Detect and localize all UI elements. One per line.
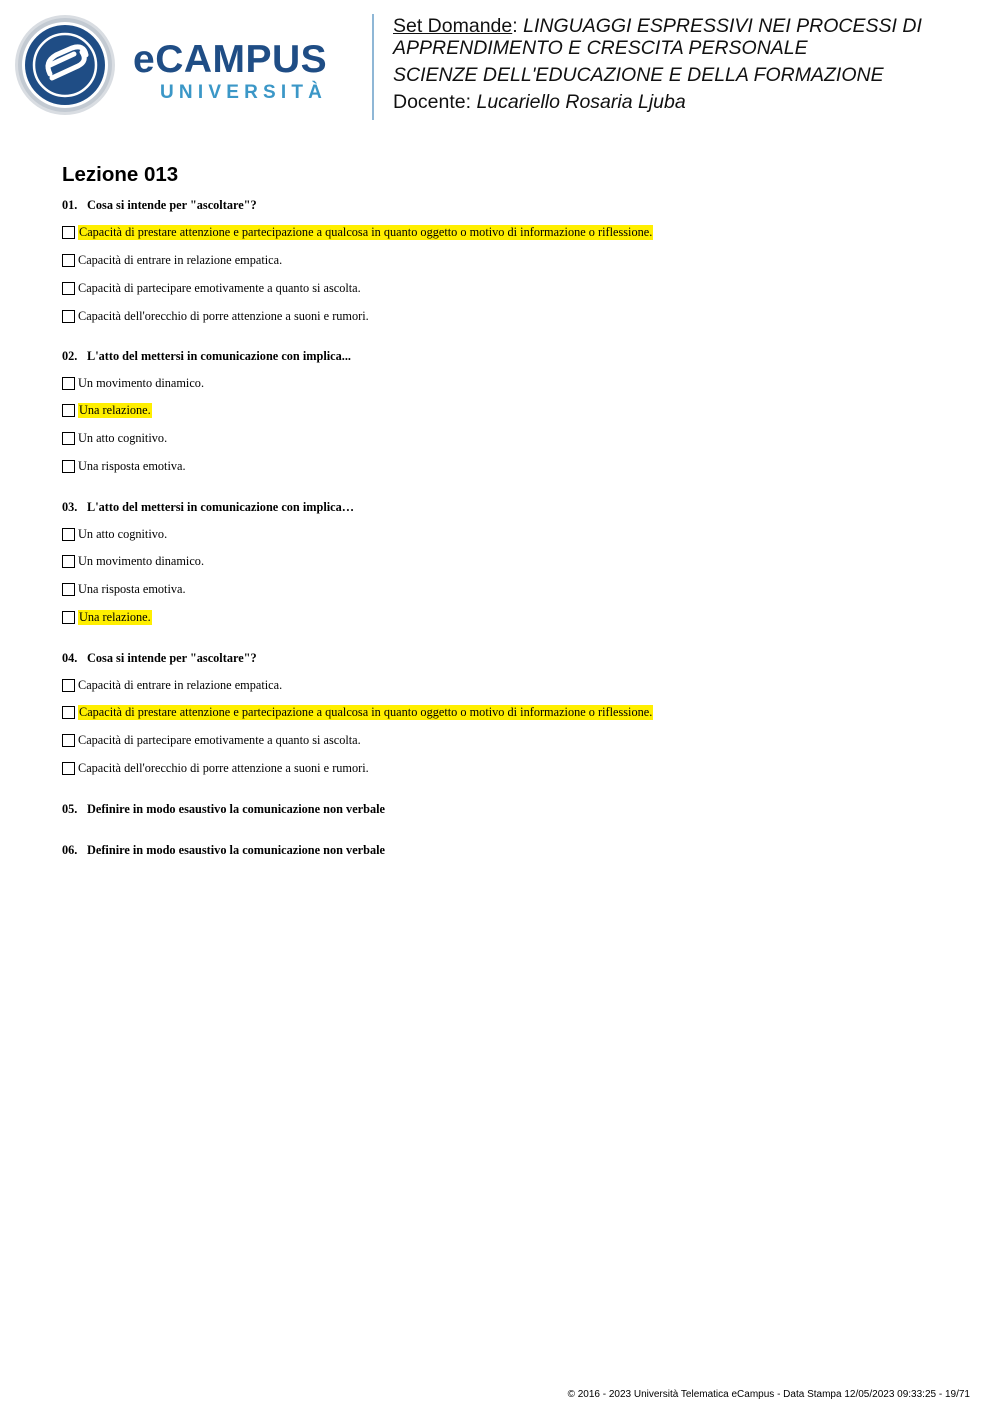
- option-text: Capacità di prestare attenzione e partecipazione a qualcosa in quanto oggetto o motivo di informazione o riflessione.: [79, 704, 653, 719]
- faculty-name: SCIENZE DELL'EDUCAZIONE E DELLA FORMAZIONE: [393, 64, 884, 86]
- answer-option[interactable]: [62, 677, 282, 693]
- course-title-line1: LINGUAGGI ESPRESSIVI NEI PROCESSI DI: [523, 15, 922, 37]
- question-title: [62, 198, 257, 213]
- teacher-label: Docente:: [393, 91, 472, 113]
- answer-option[interactable]: [62, 458, 186, 474]
- option-text: Una risposta emotiva.: [78, 458, 186, 473]
- checkbox[interactable]: [62, 226, 75, 239]
- checkbox[interactable]: [62, 310, 75, 323]
- option-text: Capacità di entrare in relazione empatica.: [78, 252, 283, 267]
- answer-option[interactable]: [62, 252, 282, 268]
- question-text: L'atto del mettersi in comunicazione con implica...: [87, 349, 352, 363]
- answer-option[interactable]: [62, 430, 167, 446]
- answer-option[interactable]: [62, 760, 369, 776]
- lesson-title: Lezione 013: [62, 163, 179, 186]
- option-text: Capacità di prestare attenzione e partecipazione a qualcosa in quanto oggetto o motivo di informazione o riflessione.: [79, 224, 653, 239]
- course-header: Set Domande: LINGUAGGI ESPRESSIVI NEI PROCESSI DI APPRENDIMENTO E CRESCITA PERSONALE SCIENZE DELL'EDUCAZIONE E DELLA FORMAZIONE Docente: Lucariello Rosaria Ljuba: [393, 15, 922, 113]
- question-number: 01.: [62, 198, 78, 212]
- question-title: [62, 802, 385, 817]
- option-text: Un movimento dinamico.: [78, 553, 205, 568]
- option-text: Capacità di partecipare emotivamente a quanto si ascolta.: [78, 732, 361, 747]
- ecampus-seal-icon: [14, 14, 116, 116]
- question-text: Cosa si intende per "ascoltare"?: [87, 198, 257, 212]
- question-text: Definire in modo esaustivo la comunicazione non verbale: [87, 843, 385, 857]
- checkbox[interactable]: [62, 679, 75, 692]
- teacher-name: Lucariello Rosaria Ljuba: [476, 91, 686, 113]
- option-text: Capacità di partecipare emotivamente a quanto si ascolta.: [78, 280, 361, 295]
- answer-option[interactable]: [62, 224, 653, 240]
- header-divider: [372, 14, 374, 120]
- option-text: Un atto cognitivo.: [78, 430, 168, 445]
- checkbox[interactable]: [62, 254, 75, 267]
- page-footer: © 2016 - 2023 Università Telematica eCampus - Data Stampa 12/05/2023 09:33:25 - 19/71: [567, 1389, 970, 1400]
- option-text: Capacità dell'orecchio di porre attenzione a suoni e rumori.: [78, 308, 369, 323]
- answer-option[interactable]: [62, 526, 167, 542]
- question-number: 06.: [62, 843, 78, 857]
- checkbox[interactable]: [62, 404, 75, 417]
- checkbox[interactable]: [62, 555, 75, 568]
- question-title: [62, 843, 385, 858]
- question-number: 05.: [62, 802, 78, 816]
- logo-wordmark: eCAMPUS: [133, 38, 328, 81]
- question-text: Cosa si intende per "ascoltare"?: [87, 651, 257, 665]
- answer-option[interactable]: [62, 375, 204, 391]
- option-text: Una relazione.: [79, 402, 151, 417]
- question-title: [62, 651, 257, 666]
- ecampus-logo: [133, 40, 358, 104]
- answer-option[interactable]: [62, 280, 361, 296]
- answer-option[interactable]: [62, 732, 361, 748]
- course-title-line2: APPRENDIMENTO E CRESCITA PERSONALE: [393, 37, 808, 59]
- option-text: Una risposta emotiva.: [78, 581, 186, 596]
- option-text: Capacità di entrare in relazione empatica.: [78, 677, 283, 692]
- option-text: Capacità dell'orecchio di porre attenzione a suoni e rumori.: [78, 760, 369, 775]
- option-text: Un movimento dinamico.: [78, 375, 205, 390]
- question-title: [62, 500, 354, 515]
- checkbox[interactable]: [62, 528, 75, 541]
- question-text: L'atto del mettersi in comunicazione con implica…: [87, 500, 355, 514]
- checkbox[interactable]: [62, 432, 75, 445]
- checkbox[interactable]: [62, 611, 75, 624]
- option-text: Un atto cognitivo.: [78, 526, 168, 541]
- answer-option[interactable]: [62, 402, 152, 418]
- question-text: Definire in modo esaustivo la comunicazione non verbale: [87, 802, 385, 816]
- checkbox[interactable]: [62, 762, 75, 775]
- answer-option[interactable]: [62, 609, 152, 625]
- set-label: Set Domande: [393, 15, 513, 37]
- checkbox[interactable]: [62, 282, 75, 295]
- answer-option[interactable]: [62, 704, 653, 720]
- question-title: [62, 349, 351, 364]
- checkbox[interactable]: [62, 583, 75, 596]
- logo-subtitle: UNIVERSITÀ: [160, 82, 328, 103]
- option-text: Una relazione.: [79, 609, 151, 624]
- checkbox[interactable]: [62, 706, 75, 719]
- question-number: 04.: [62, 651, 78, 665]
- answer-option[interactable]: [62, 308, 369, 324]
- question-number: 03.: [62, 500, 78, 514]
- answer-option[interactable]: [62, 553, 204, 569]
- checkbox[interactable]: [62, 377, 75, 390]
- question-number: 02.: [62, 349, 78, 363]
- checkbox[interactable]: [62, 460, 75, 473]
- answer-option[interactable]: [62, 581, 186, 597]
- checkbox[interactable]: [62, 734, 75, 747]
